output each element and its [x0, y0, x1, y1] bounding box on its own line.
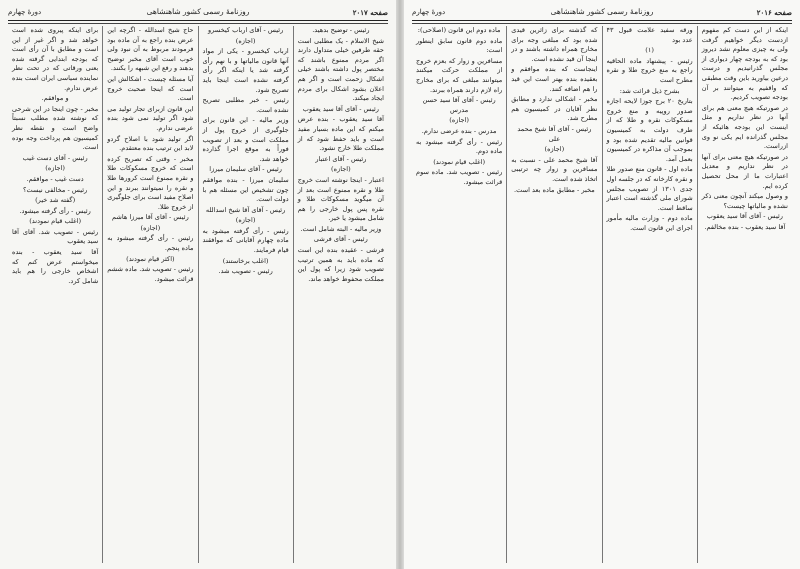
paragraph: مخبر - وقتی که تصریح کرده است که خروج مسکوکات طلا و نقره ممنوع است کرورها طلا و نقره را نمیتوانند ببرند و این اصلاح مفید است برای جلوگیری از خروج طلا. — [107, 154, 194, 211]
paragraph: آقا سید یعقوب - بنده عرض میکنم که این ماده بسیار مفید است و باید حفظ شود که از مملکت طلا خارج نشود. — [297, 115, 384, 153]
text-column — [293, 26, 388, 563]
paragraph: رئیس - آقای آقا سید یعقوب — [706, 212, 783, 221]
page-gutter — [396, 0, 404, 569]
page-header — [412, 6, 792, 20]
paragraph: سلیمان میرزا - بنده موافقم چون تشخیص این مسئله هم با دولت است. — [202, 175, 289, 204]
paragraph: رئیس - تصویب شد. ماده سوم قرائت میشود. — [416, 168, 503, 186]
paragraph: وزیر مالیه - البته شامل است. — [300, 224, 382, 233]
paragraph: رئیس - آقای آقا سید حسن مدرس — [422, 96, 496, 114]
paragraph: رئیس - خبر مطلبی تصریح نشده است. — [202, 96, 289, 114]
paragraph: آقا سید یعقوب - بنده مخالفم. — [704, 222, 786, 231]
paragraph: این قانون ازبرای تجار تولید می شود اگر تولید نمی شود بنده عرضی ندارم. — [107, 104, 194, 132]
text-column — [506, 26, 601, 563]
paragraph: ماده دوم قانون سابق اینطور است: — [416, 36, 503, 55]
paragraph: که گذشته برای زائرین قیدی شده بود که مبلغی وجه برای مخارج همراه داشته باشند و در اینجا آن قید نشده است. — [511, 26, 598, 63]
paragraph: رئیس - آقای آقا شیخ محمد علی — [517, 124, 592, 143]
page-number: صفحه ۲۰۱۶ — [756, 8, 792, 17]
paragraph: رئیس - مخالفی نیست؟ — [22, 185, 88, 194]
paragraph: رئیس - رأی گرفته میشود. — [19, 206, 91, 215]
page-number: صفحه ۲۰۱۷ — [352, 8, 388, 17]
paragraph: رئیس - پیشنهاد ماده الحاقیه راجع به منع خروج طلا و نقره مطرح است — [606, 56, 693, 84]
paragraph: اگر تولید شود با اصلاح گردو لابد این ترتیب بنده معتقدم. — [107, 134, 194, 153]
paragraph: ورقه سفید علامت قبول ۴۳ عدد بود — [606, 26, 693, 44]
paragraph: رئیس - آقای دست غیب — [22, 153, 88, 162]
paragraph: در صورتیکه هیچ معنی برای آنها در نظر نداریم و معدیل اعتبارات ما از محل تحصیل کرده ایم. — [701, 152, 788, 190]
paragraph: (۱) — [645, 46, 654, 55]
paragraph: شیخ الاسلام - یک مطلبی است حقه طرفین خیلی متداول دارند اگر مردم ممنوع باشند که مختصر پول داشته باشند خیلی اشکال زحمت است و اگر هم اعلان بشود اشکال برای مردم ایجاد میکند. — [297, 36, 384, 103]
paragraph: رئیس - آقای آقا شیخ اسدالله — [205, 205, 286, 214]
text-column — [697, 26, 792, 563]
page-header — [8, 6, 388, 20]
text-columns — [8, 26, 388, 563]
paragraph: رئیس - توضیح بدهید. — [312, 26, 370, 34]
paragraph: مدرس - بنده عرضی ندارم. — [421, 126, 497, 135]
paragraph: اینکه از این دست کم مفهوم ازدست دیگر خواهیم گرفت ولی به چیزی معلوم نشد دیروز بود که به بودجه چهار دیواری از مجلس گذرانیدیم و درست درعین بیاورید باین وقت مطبقی که واقفیم به میتوانند بر آن بودجه تصویب کردیم. — [701, 26, 788, 102]
paragraph: اعتبار - اینجا نوشته است خروج طلا و نقره ممنوع است بعد از آن میگوید مسکوکات طلا و نقره پس پول خارجی را هم شامل میشود یا خیر. — [297, 175, 384, 223]
paragraph: مخبر - چون اینجا در این شرحی که نوشته شده مطلب نسبتاً واضح است و نقطه نظر کمیسیون هم پرداخت وجه بوده است. — [12, 104, 99, 152]
text-column — [8, 26, 102, 563]
paragraph: مخبر - اشکالی ندارد و مطابق نظر آقایان در کمیسیون هم مطرح شد. — [511, 95, 598, 123]
paragraph: ماده دوم این قانون (اصلاحی): — [417, 26, 501, 34]
paragraph: ماده دوم - وزارت مالیه مأمور اجرای این قانون است. — [606, 214, 693, 232]
paragraph: فرشی - عقیده بنده این است که ماده باید به همین ترتیب تصویب شود زیرا که پول این مملکت محفوظ خواهد ماند. — [297, 246, 384, 283]
paragraph: و موافقم. — [41, 94, 69, 103]
volume-label: دورهٔ چهارم — [8, 8, 42, 16]
paragraph: (اغلب برخاستند) — [222, 256, 269, 265]
paragraph: ماده اول - قانون منع صدور طلا و نقره کارخانه که در جلسه اول جدی ۱۳۰۱ از تصویب مجلس شورای ملی گذشته است اعتبار ساقط است. — [606, 165, 693, 212]
paragraph: رئیس - رأی گرفته میشود به ماده پنجم. — [107, 234, 194, 253]
paragraph: آقا شیخ محمد علی - نسبت به مسافرین و زوار چه ترتیبی اتخاذ شده است. — [511, 155, 598, 183]
paragraph: رئیس - آقای آقا سید یعقوب — [302, 104, 379, 113]
header-rule — [412, 20, 792, 24]
paragraph: و وصول میکند آنچون معنی ذکر نشده و مالیاتها چیست؟ — [701, 192, 788, 210]
paragraph: رئیس - رأی گرفته میشود به ماده چهارم آقایانی که موافقند قیام فرمایند. — [202, 226, 289, 255]
paragraph: (اجازه) — [544, 145, 565, 154]
paragraph: آیا مسئله چیست - اشکالش این است که اینجا صحبت خروج است. — [107, 74, 194, 103]
volume-label: دورهٔ چهارم — [412, 8, 446, 16]
text-column — [198, 26, 293, 563]
text-columns — [412, 26, 792, 563]
paragraph: (اغلب قیام نمودند) — [433, 157, 486, 166]
paragraph: (اجازه) — [140, 223, 161, 232]
paragraph: رئیس - آقای سلیمان میرزا — [209, 165, 282, 174]
paragraph: اینجاست که بنده موافقم و بعقیده بنده بهتر است این قید را هم اضافه کنند. — [511, 65, 598, 93]
header-rule — [8, 20, 388, 24]
newspaper-title: روزنامهٔ رسمی کشور شاهنشاهی — [146, 7, 250, 16]
paragraph: رئیس - آقای آقا میرزا هاشم — [111, 213, 189, 222]
paragraph: رئیس - آقای ارباب کیخسرو — [207, 26, 284, 34]
text-column — [602, 26, 697, 563]
paragraph: (اجازه) — [235, 216, 256, 225]
paragraph: ارباب کیخسرو - یکی از مواد آنها قانون مالیاتها و با نهم رأی گرفته شد یا اینکه اگر رأی گرفته نشده است اینجا باید تصریح شود. — [202, 47, 289, 94]
paragraph: وزیر مالیه - این قانون برای جلوگیری از خروج پول از مملکت است و بعد از تصویب فوراً به موقع اجرا گذارده خواهد شد. — [202, 116, 289, 163]
left-newspaper-page — [0, 0, 396, 569]
paragraph: مسافرین و زوار که بعزم خروج از مملکت حرکت میکنند میتوانند مبلغی که برای مخارج راه لازم دارند همراه ببرند. — [416, 56, 503, 94]
paragraph: (اکثر قیام نمودند) — [126, 254, 175, 263]
paragraph: مخبر - مطابق ماده بعد است. — [514, 185, 595, 194]
text-column — [412, 26, 506, 563]
paragraph: (اجازه) — [331, 165, 351, 174]
paragraph: (اجازه) — [449, 116, 469, 125]
paragraph: رئیس - تصویب شد. — [218, 267, 273, 276]
paragraph: (اجازه) — [235, 36, 256, 45]
text-column — [102, 26, 197, 563]
paragraph: در صورتیکه هیچ معنی هم برای آنها در نظر نداریم و مثل اینست این بودجه هائیکه از مجلس گذرانده ایم یکی نو وی ازراست. — [701, 103, 788, 151]
paragraph: رئیس - تصویب شد. ماده ششم قرائت میشود. — [107, 265, 194, 283]
paragraph: بشرح ذیل قرائت شد: — [619, 86, 680, 95]
paragraph: رئیس - آقای اعتبار — [315, 154, 367, 163]
paragraph: دست غیب - موافقم. — [26, 174, 84, 183]
paragraph: آقا سید یعقوب - بنده میخواستم عرض کنم که اشخاص خارجی را هم باید شامل کرد. — [12, 248, 99, 285]
paragraph: (گفته شد خیر) — [35, 196, 76, 205]
paragraph: (اغلب قیام نمودند) — [29, 217, 82, 226]
paragraph: رئیس - آقای فرشی — [313, 235, 368, 244]
paragraph: بتاریخ ۲۰ برج جوزا لایحه اجازه صدور روپیه و منع خروج مسکوکات نقره و طلا که از طرف دولت به کمیسیون قوانین مالیه تقدیم شده بود و بموجب آن مذاکره در کمیسیون بعمل آمد. — [606, 97, 693, 163]
newspaper-title: روزنامهٔ رسمی کشور شاهنشاهی — [550, 7, 654, 16]
paragraph: برای اینکه پیروی شده است خواهد شد و اگر غیر از این است و مطابق با آن رأی است که بودجه ابتدایی گرفته شده بعنی ورقاتی که در تحت نظر نماینده سیاسی ایران است بنده عرض ندارم. — [12, 26, 99, 92]
paragraph: حاج شیخ اسدالله - اگرچه این عرض بنده راجع به آن ماده بود فرمودند مربوط به آن نبود ولی خوب است آقای مخبر توضیح بدهند و رفع این شبهه را بکنند. — [107, 26, 194, 73]
right-newspaper-page — [404, 0, 800, 569]
paragraph: رئیس - تصویب شد. آقای آقا سید یعقوب — [12, 227, 99, 246]
paragraph: (اجازه) — [45, 164, 65, 173]
paragraph: رئیس - رأی گرفته میشود به ماده دوم. — [416, 137, 503, 156]
